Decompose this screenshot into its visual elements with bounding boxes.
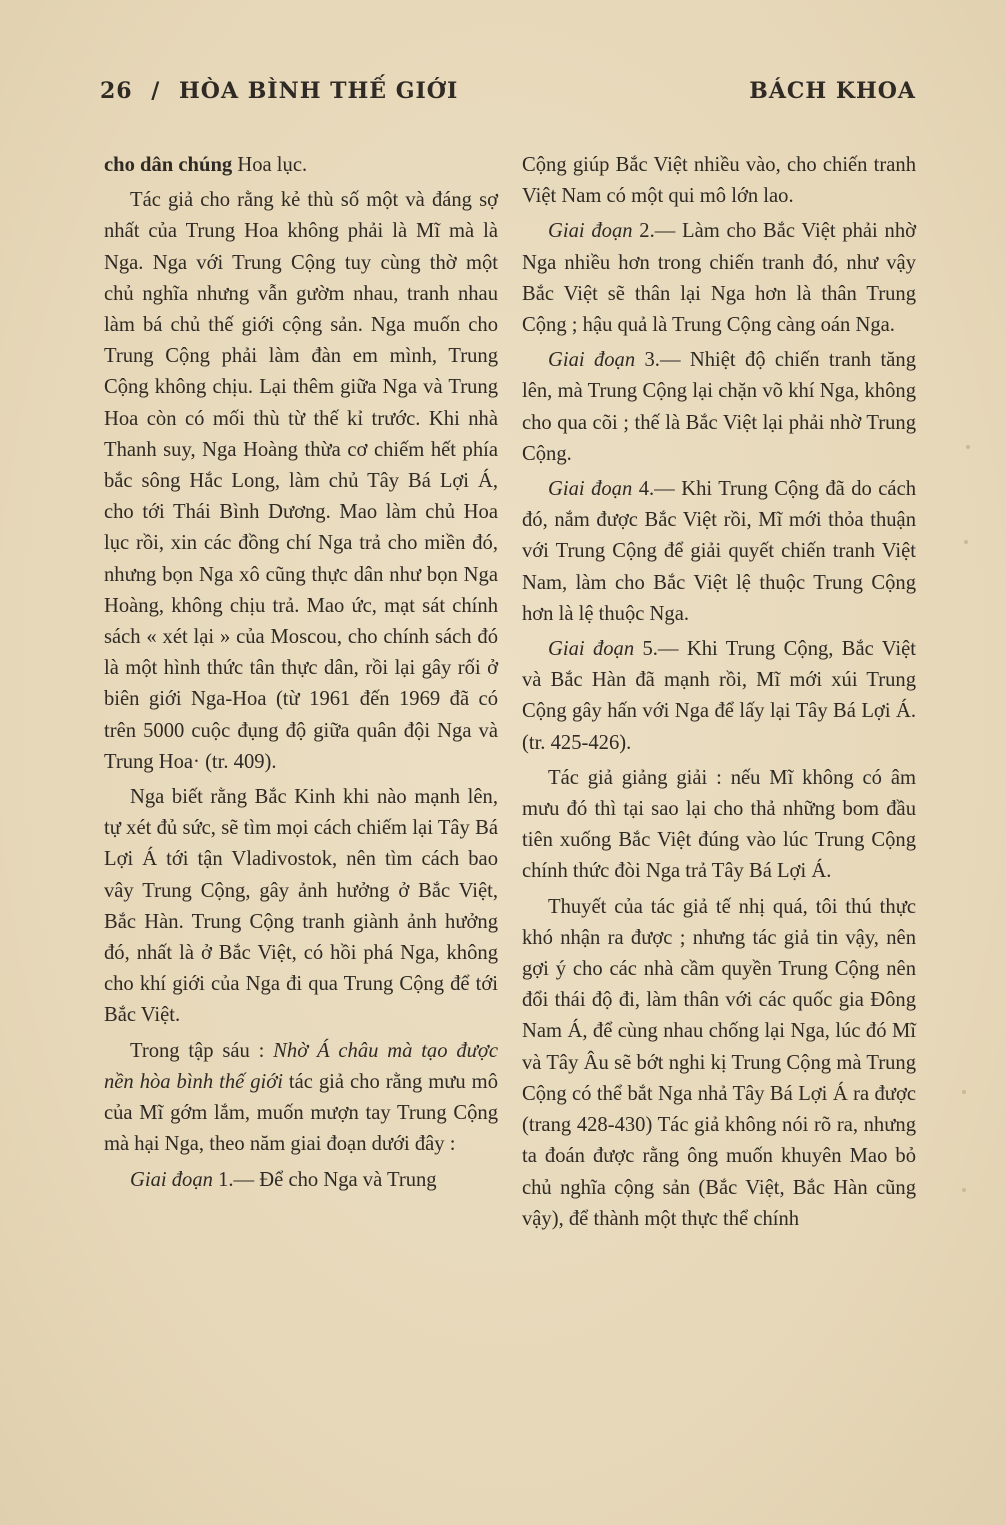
right-paragraph-2 bbox=[522, 216, 916, 341]
right-paragraph-1: Cộng giúp Bắc Việt nhiều vào, cho chiến tranh Việt Nam có một qui mô lớn lao. bbox=[522, 154, 916, 208]
right-p3-label: Giai đoạn bbox=[548, 349, 636, 372]
right-p4-text: 4.— Khi Trung Cộng đã do cách đó, nắm được Bắc Việt rồi, Mĩ mới thỏa thuận với Trung Cộng để giải quyết chiến tranh Việt Nam, làm cho Bắc Việt lệ thuộc Trung Cộng hơn là lệ thuộc Nga. bbox=[522, 478, 917, 625]
right-p5-label: Giai đoạn bbox=[548, 638, 635, 661]
paper-speck bbox=[962, 1090, 966, 1094]
right-p2-text: 2.— Làm cho Bắc Việt phải nhờ Nga nhiều hơn trong chiến tranh đó, như vậy Bắc Việt sẽ thân lại Nga hơn là thân Trung Cộng ; hậu quả là Trung Cộng càng oán Nga. bbox=[522, 220, 917, 337]
left-paragraph-3: Nga biết rằng Bắc Kinh khi nào mạnh lên, tự xét đủ sức, sẽ tìm mọi cách chiếm lại Tây Bá Lợi Á tới tận Vladivostok, nên tìm cách bao vây Trung Cộng, gây ảnh hưởng ở Bắc Việt, Bắc Hàn. Trung Cộng tranh giành ảnh hưởng đó, nhất là ở Bắc Việt, có hồi phá Nga, không cho khí giới của Nga đi qua Trung Cộng để tới Bắc Việt. bbox=[104, 786, 498, 1027]
left-paragraph-4 bbox=[104, 1036, 498, 1161]
header-separator: / bbox=[151, 78, 161, 104]
paper-speck bbox=[966, 445, 970, 449]
magazine-name: BÁCH KHOA bbox=[749, 78, 916, 104]
paper-speck bbox=[962, 1188, 966, 1192]
right-p2-label: Giai đoạn bbox=[548, 220, 633, 243]
section-title: HÒA BÌNH THẾ GIỚI bbox=[179, 78, 459, 104]
right-column bbox=[522, 150, 916, 1235]
paper-speck bbox=[964, 540, 968, 544]
left-paragraph-1 bbox=[104, 150, 498, 181]
right-paragraph-3 bbox=[522, 345, 916, 470]
right-paragraph-7: Thuyết của tác giả tế nhị quá, tôi thú thực khó nhận ra được ; nhưng tác giả tin vậy, nên gợi ý cho các nhà cầm quyền Trung Cộng nên đổi thái độ đi, làm thân với các quốc gia Đông Nam Á, để cùng nhau chống lại Nga, lúc đó Mĩ và Tây Âu sẽ bớt nghi kị Trung Cộng mà Trung Cộng có thể bắt Nga nhả Tây Bá Lợi Á ra được (trang 428-430) Tác giả không nói rõ ra, nhưng ta đoán được rằng ông muốn khuyên Mao bỏ chủ nghĩa cộng sản (Bắc Việt, Bắc Hàn cũng vậy), để thành một thực thể chính bbox=[522, 895, 916, 1230]
page-number: 26 bbox=[100, 78, 133, 104]
left-p4-end: tác giả cho rằng mưu mô của Mĩ gớm lắm, muốn mượn tay Trung Cộng mà hại Nga, theo năm giai đoạn dưới đây : bbox=[104, 1070, 498, 1156]
left-paragraph-5 bbox=[104, 1165, 498, 1196]
right-p5-text: 5.— Khi Trung Cộng, Bắc Việt và Bắc Hàn đã mạnh rồi, Mĩ mới xúi Trung Cộng gây hấn với Nga để lấy lại Tây Bá Lợi Á. (tr. 425-426). bbox=[522, 638, 916, 754]
right-paragraph-6: Tác giả giảng giải : nếu Mĩ không có âm mưu đó thì tại sao lại cho thả những bom đầu tiên xuống Bắc Việt đúng vào lúc Trung Cộng chính thức đòi Nga trả Tây Bá Lợi Á. bbox=[522, 766, 916, 883]
right-p3-text: 3.— Nhiệt độ chiến tranh tăng lên, mà Trung Cộng lại chặn võ khí Nga, không cho qua cõi ; thế là Bắc Việt lại phải nhờ Trung Cộng. bbox=[522, 349, 916, 465]
left-p1-rest: Hoa lục. bbox=[232, 154, 308, 176]
right-p4-label: Giai đoạn bbox=[548, 478, 633, 501]
left-p1-bold: cho dân chúng bbox=[104, 154, 233, 176]
left-paragraph-2: Tác giả cho rằng kẻ thù số một và đáng sợ nhất của Trung Hoa không phải là Mĩ mà là Nga. Nga với Trung Cộng tuy cùng thờ một chủ nghĩa nhưng vẫn gườm nhau, tranh nhau làm bá chủ thế giới cộng sản. Nga muốn cho Trung Cộng phải làm đàn em mình, Trung Cộng không chịu. Lại thêm giữa Nga và Trung Hoa còn có mối thù từ thế kỉ trước. Khi nhà Thanh suy, Nga Hoàng thừa cơ chiếm hết phía bắc sông Hắc Long, làm chủ Tây Bá Lợi Á, cho tới Thái Bình Dương. Mao làm chủ Hoa lục rồi, xin các đồng chí Nga trả cho miền đó, nhưng bọn Nga xô cũng thực dân như bọn Nga Hoàng, không chịu trả. Mao ức, mạt sát chính sách « xét lại » của Moscou, cho chính sách đó là một hình thức tân thực dân, rồi lại gây rối ở biên giới Nga-Hoa (từ 1961 đến 1969 đã có trên 5000 cuộc đụng độ giữa quân đội Nga và Trung Hoa· (tr. 409). bbox=[104, 189, 498, 773]
left-p4-italic: Nhờ Á châu mà tạo được nền hòa bình thế giới bbox=[104, 1039, 498, 1093]
left-p5-text: 1.— Để cho Nga và Trung bbox=[212, 1168, 437, 1191]
right-paragraph-5 bbox=[522, 634, 916, 759]
right-paragraph-4 bbox=[522, 474, 916, 630]
left-column bbox=[104, 150, 498, 1196]
header-left bbox=[100, 78, 468, 104]
left-p4-start: Trong tập sáu : bbox=[130, 1039, 274, 1062]
left-p5-label: Giai đoạn bbox=[130, 1168, 213, 1191]
page-header bbox=[100, 78, 916, 114]
